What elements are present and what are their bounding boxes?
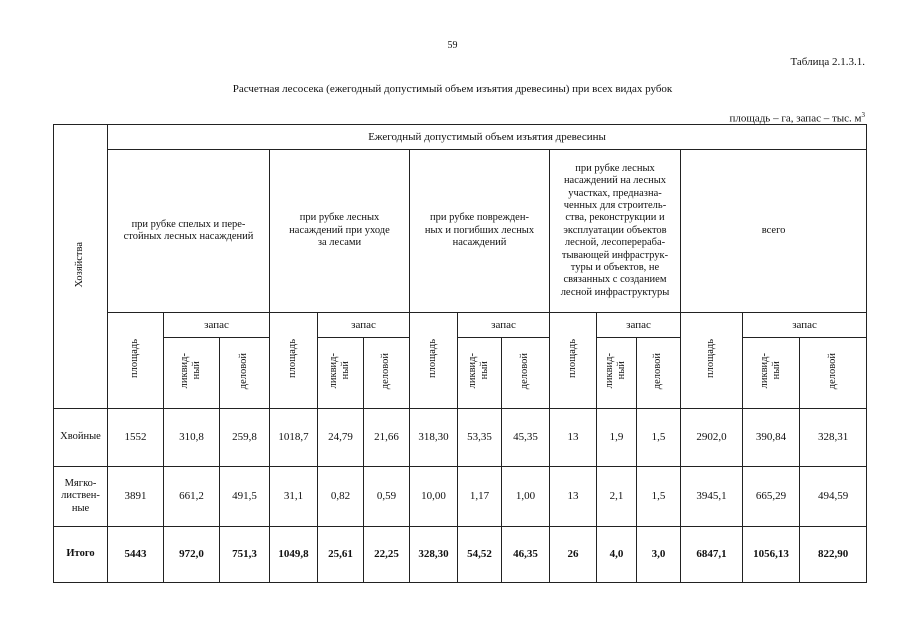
row-label: Хвойные	[54, 409, 108, 467]
units-superscript: 3	[861, 111, 865, 119]
table-cell: 665,29	[743, 467, 800, 527]
table-cell: 0,59	[364, 467, 410, 527]
header-row-4	[54, 338, 867, 409]
table-cell: 972,0	[164, 527, 220, 583]
row-label: Итого	[54, 527, 108, 583]
group-header-construction: при рубке лесных насаждений на лесных участках, предназна- ченных для строитель- ства, реконструкции и эксплуатации объектов лесной, лесоперераба- тывающей инфраструк- туры и объектов, не связанных с созданием лесной инфраструктуры	[550, 150, 681, 313]
sub-header-area	[270, 313, 318, 409]
table-cell: 390,84	[743, 409, 800, 467]
sub-header-area	[410, 313, 458, 409]
table-row-conifer	[54, 409, 867, 467]
sub-header-liquid	[164, 338, 220, 409]
table-cell: 13	[550, 409, 597, 467]
sub-header-business	[364, 338, 410, 409]
sub-header-liquid	[318, 338, 364, 409]
table-title: Расчетная лесосека (ежегодный допустимый объем изъятия древесины) при всех видах рубок	[232, 83, 673, 95]
table-cell: 328,30	[410, 527, 458, 583]
table-cell: 1,9	[597, 409, 637, 467]
sub-liquid-label: ликвид- ный	[758, 353, 782, 389]
table-cell: 0,82	[318, 467, 364, 527]
table-cell: 13	[550, 467, 597, 527]
units-note	[729, 111, 865, 125]
units-text: площадь – га, запас – тыс. м	[729, 112, 862, 125]
table-cell: 491,5	[220, 467, 270, 527]
sub-header-liquid	[597, 338, 637, 409]
table-cell: 328,31	[800, 409, 867, 467]
sub-business-label: деловой	[519, 352, 531, 390]
table-cell: 46,35	[502, 527, 550, 583]
table-row-total	[54, 527, 867, 583]
sub-header-liquid	[743, 338, 800, 409]
table-cell: 318,30	[410, 409, 458, 467]
table-cell: 1,17	[458, 467, 502, 527]
header-row-2	[54, 150, 867, 313]
table-cell: 822,90	[800, 527, 867, 583]
sub-header-liquid	[458, 338, 502, 409]
table-cell: 1,5	[637, 409, 681, 467]
sub-liquid-label: ликвид- ный	[467, 353, 491, 389]
group-header-care: при рубке лесных насаждений при уходе за лесами	[270, 150, 410, 313]
header-row-1	[54, 125, 867, 150]
sub-area-label: площадь	[705, 339, 717, 379]
table-cell: 1018,7	[270, 409, 318, 467]
table-cell: 24,79	[318, 409, 364, 467]
table-cell: 1049,8	[270, 527, 318, 583]
group-header-damaged: при рубке поврежден- ных и погибших лесных насаждений	[410, 150, 550, 313]
main-header: Ежегодный допустимый объем изъятия древесины	[108, 125, 867, 150]
sub-header-business	[637, 338, 681, 409]
sub-header-business	[502, 338, 550, 409]
sub-liquid-label: ликвид- ный	[179, 353, 203, 389]
sub-header-stock: запас	[743, 313, 867, 338]
header-row-3	[54, 313, 867, 338]
table-cell: 54,52	[458, 527, 502, 583]
table-cell: 10,00	[410, 467, 458, 527]
table-cell: 1,5	[637, 467, 681, 527]
sub-header-stock: запас	[164, 313, 270, 338]
table-cell: 1,00	[502, 467, 550, 527]
sub-business-label: деловой	[380, 352, 392, 390]
table-cell: 22,25	[364, 527, 410, 583]
table-cell: 26	[550, 527, 597, 583]
sub-header-business	[800, 338, 867, 409]
sub-liquid-label: ликвид- ный	[604, 353, 628, 389]
sub-liquid-label: ликвид- ный	[328, 353, 352, 389]
table-cell: 53,35	[458, 409, 502, 467]
table-cell: 4,0	[597, 527, 637, 583]
table-row-deciduous	[54, 467, 867, 527]
table-cell: 259,8	[220, 409, 270, 467]
table-cell: 31,1	[270, 467, 318, 527]
table-cell: 310,8	[164, 409, 220, 467]
table-cell: 3945,1	[681, 467, 743, 527]
table-cell: 3891	[108, 467, 164, 527]
harvest-table	[53, 124, 867, 583]
sub-area-label: площадь	[427, 339, 439, 379]
table-cell: 21,66	[364, 409, 410, 467]
table-cell: 5443	[108, 527, 164, 583]
group-header-total: всего	[681, 150, 867, 313]
table-cell: 751,3	[220, 527, 270, 583]
row-label: Мягко- листвен- ные	[54, 467, 108, 527]
table-cell: 6847,1	[681, 527, 743, 583]
table-cell: 3,0	[637, 527, 681, 583]
sub-header-area	[681, 313, 743, 409]
group-header-mature: при рубке спелых и пере- стойных лесных насаждений	[108, 150, 270, 313]
sub-header-stock: запас	[597, 313, 681, 338]
sub-area-label: площадь	[129, 339, 141, 379]
table-cell: 1552	[108, 409, 164, 467]
table-cell: 2,1	[597, 467, 637, 527]
col-farm-label: Хозяйства	[74, 241, 86, 288]
table-cell: 2902,0	[681, 409, 743, 467]
table-cell: 25,61	[318, 527, 364, 583]
sub-area-label: площадь	[287, 339, 299, 379]
table-cell: 494,59	[800, 467, 867, 527]
sub-header-stock: запас	[318, 313, 410, 338]
table-cell: 45,35	[502, 409, 550, 467]
sub-header-stock: запас	[458, 313, 550, 338]
col-farm-header	[54, 125, 108, 409]
table-number: Таблица 2.1.3.1.	[790, 56, 865, 68]
sub-area-label: площадь	[566, 339, 578, 379]
table-cell: 661,2	[164, 467, 220, 527]
sub-business-label: деловой	[652, 352, 664, 390]
table-cell: 1056,13	[743, 527, 800, 583]
sub-business-label: деловой	[826, 352, 838, 390]
page-number: 59	[447, 40, 458, 51]
sub-header-area	[550, 313, 597, 409]
sub-header-area	[108, 313, 164, 409]
sub-business-label: деловой	[238, 352, 250, 390]
sub-header-business	[220, 338, 270, 409]
